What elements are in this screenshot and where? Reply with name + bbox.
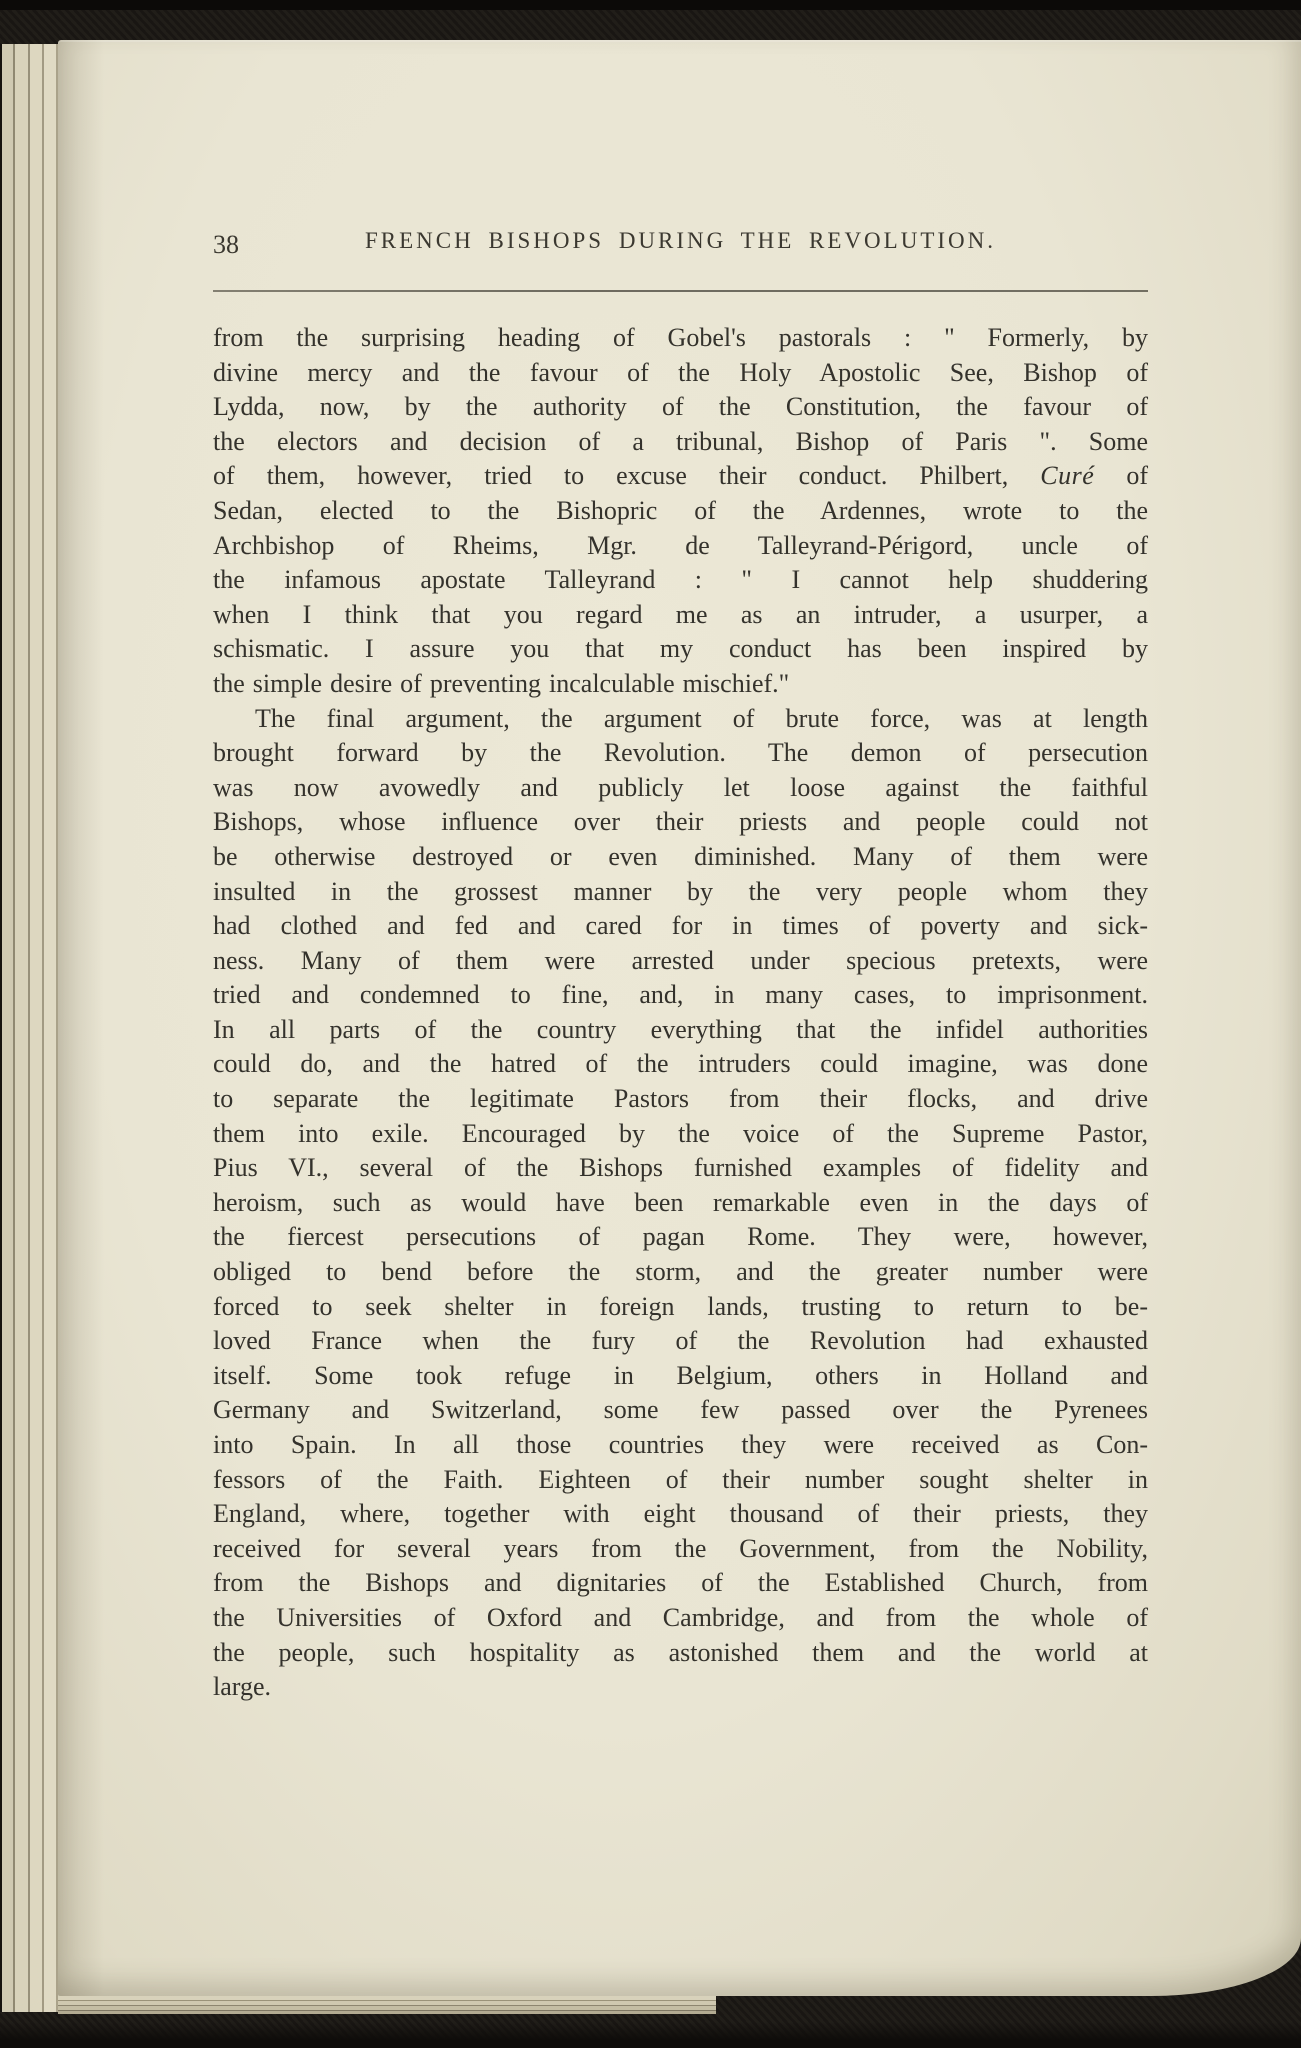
text-segment: Pius VI., several of the Bishops furnished examples of fidelity and <box>213 1153 1148 1183</box>
text-line <box>213 978 1148 1013</box>
page-number: 38 <box>213 230 239 259</box>
text-segment: from the Bishops and dignitaries of the Established Church, from <box>213 1568 1148 1598</box>
text-segment: large. <box>213 1672 271 1702</box>
text-segment: forced to seek shelter in foreign lands, trusting to return to be- <box>213 1291 1148 1321</box>
text-line <box>213 1670 1148 1705</box>
text-segment: In all parts of the country everything that the infidel authorities <box>213 1014 1148 1044</box>
text-line <box>213 1324 1148 1359</box>
text-segment: the electors and decision of a tribunal, Bishop of Paris ". Some <box>213 426 1148 456</box>
text-line <box>213 321 1148 356</box>
text-segment: be otherwise destroyed or even diminished. Many of them were <box>213 841 1148 871</box>
text-line <box>213 805 1148 840</box>
text-line <box>213 1497 1148 1532</box>
text-segment: The final argument, the argument of brute force, was at length <box>255 703 1148 733</box>
text-line <box>213 944 1148 979</box>
text-segment: to separate the legitimate Pastors from their flocks, and drive <box>213 1084 1148 1114</box>
text-line <box>213 1117 1148 1152</box>
text-segment: from the surprising heading of Gobel's pastorals : " Formerly, by <box>213 323 1148 352</box>
text-line <box>213 1186 1148 1221</box>
text-segment: of them, however, tried to excuse their conduct. Philbert, <box>213 461 1041 491</box>
text-line <box>213 1013 1148 1048</box>
body-text <box>213 321 1148 1705</box>
text-segment: England, where, together with eight thousand of their priests, they <box>213 1499 1148 1529</box>
text-segment: schismatic. I assure you that my conduct has been inspired by <box>213 634 1148 664</box>
stacked-page-edges-left <box>0 44 62 2012</box>
text-line <box>213 909 1148 944</box>
text-segment: the infamous apostate Talleyrand : " I cannot help shuddering <box>213 565 1148 595</box>
text-segment: of <box>1094 461 1148 491</box>
text-segment: had clothed and fed and cared for in times of poverty and sick- <box>213 911 1148 941</box>
page-header <box>213 228 1148 268</box>
text-line <box>213 598 1148 633</box>
italic-text-segment: Curé <box>1040 461 1095 491</box>
text-segment: the Universities of Oxford and Cambridge, and from the whole of <box>213 1602 1148 1632</box>
book-cover-top-rim <box>0 0 1301 10</box>
text-line <box>213 667 1148 702</box>
text-segment: Archbishop of Rheims, Mgr. de Talleyrand-Périgord, uncle of <box>213 530 1148 560</box>
text-line <box>213 1566 1148 1601</box>
text-line <box>213 1359 1148 1394</box>
text-line <box>213 356 1148 391</box>
text-line <box>213 459 1148 494</box>
text-line <box>213 1290 1148 1325</box>
text-line <box>213 563 1148 598</box>
text-line <box>213 425 1148 460</box>
book-page <box>58 40 1301 1996</box>
text-line <box>213 1601 1148 1636</box>
text-segment: them into exile. Encouraged by the voice of the Supreme Pastor, <box>213 1118 1148 1148</box>
text-segment: was now avowedly and publicly let loose against the faithful <box>213 772 1148 802</box>
text-line <box>213 1047 1148 1082</box>
text-segment: loved France when the fury of the Revolution had exhausted <box>213 1326 1148 1356</box>
text-segment: could do, and the hatred of the intruders could imagine, was done <box>213 1049 1148 1079</box>
text-line <box>213 1532 1148 1567</box>
running-header: FRENCH BISHOPS DURING THE REVOLUTION. <box>364 228 997 253</box>
header-rule <box>213 290 1148 292</box>
text-segment: insulted in the grossest manner by the very people whom they <box>213 876 1148 906</box>
text-line <box>213 840 1148 875</box>
text-line <box>213 1393 1148 1428</box>
text-segment: into Spain. In all those countries they were received as Con- <box>213 1430 1148 1459</box>
text-segment: fessors of the Faith. Eighteen of their number sought shelter in <box>213 1464 1148 1494</box>
text-segment: Lydda, now, by the authority of the Constitution, the favour of <box>213 392 1148 422</box>
text-segment: tried and condemned to fine, and, in many cases, to imprisonment. <box>213 980 1148 1010</box>
text-segment: heroism, such as would have been remarkable even in the days of <box>213 1187 1148 1217</box>
page-content <box>213 40 1148 1996</box>
text-line <box>213 1255 1148 1290</box>
text-segment: itself. Some took refuge in Belgium, others in Holland and <box>213 1360 1148 1390</box>
text-line <box>213 1082 1148 1117</box>
text-segment: brought forward by the Revolution. The demon of persecution <box>213 738 1148 768</box>
text-line <box>213 1151 1148 1186</box>
text-segment: when I think that you regard me as an intruder, a usurper, a <box>213 599 1148 629</box>
stacked-page-edges-bottom <box>58 1996 716 2014</box>
text-line <box>213 875 1148 910</box>
text-line <box>213 494 1148 529</box>
text-segment: Bishops, whose influence over their priests and people could not <box>213 807 1148 837</box>
text-line <box>213 736 1148 771</box>
text-segment: ness. Many of them were arrested under specious pretexts, were <box>213 945 1148 975</box>
text-segment: received for several years from the Government, from the Nobility, <box>213 1533 1148 1563</box>
text-segment: the people, such hospitality as astonished them and the world at <box>213 1637 1148 1667</box>
text-segment: Germany and Switzerland, some few passed over the Pyrenees <box>213 1395 1148 1425</box>
text-line <box>213 1636 1148 1671</box>
text-segment: obliged to bend before the storm, and the greater number were <box>213 1257 1148 1287</box>
text-line <box>213 529 1148 564</box>
text-line <box>213 1463 1148 1498</box>
text-line <box>213 702 1148 737</box>
text-line <box>213 632 1148 667</box>
text-line <box>213 1428 1148 1463</box>
text-line <box>213 1220 1148 1255</box>
text-line <box>213 390 1148 425</box>
text-segment: divine mercy and the favour of the Holy Apostolic See, Bishop of <box>213 357 1148 387</box>
text-segment: Sedan, elected to the Bishopric of the Ardennes, wrote to the <box>213 495 1148 525</box>
book-cover-bottom-rim <box>0 2022 1301 2048</box>
text-line <box>213 771 1148 806</box>
text-segment: the simple desire of preventing incalculable mischief." <box>213 668 790 698</box>
text-segment: the fiercest persecutions of pagan Rome. They were, however, <box>213 1222 1148 1252</box>
